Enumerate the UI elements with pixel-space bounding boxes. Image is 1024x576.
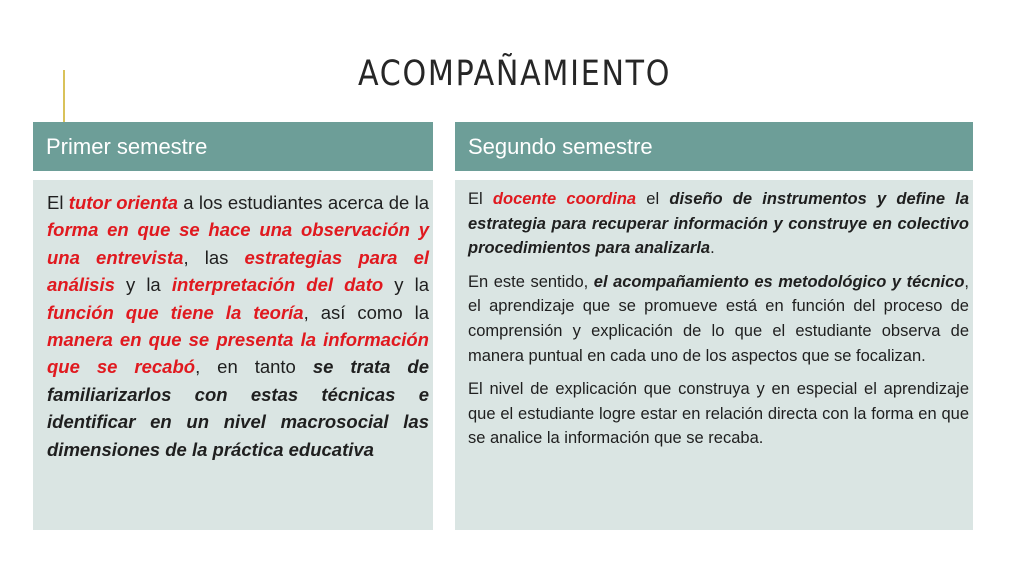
highlight-segment: forma en que se hace una observación y una entrevista bbox=[47, 219, 429, 268]
paragraph-2 bbox=[468, 270, 969, 368]
highlight-segment: estrategias para el análisis bbox=[47, 246, 429, 296]
highlight-segment: manera en que se presenta la información que se recabó bbox=[47, 329, 429, 378]
right-content-box bbox=[455, 180, 973, 530]
text-segment: , las bbox=[183, 246, 245, 268]
text-segment: , así como la bbox=[303, 301, 429, 323]
text-segment: a los estudiantes acerca de la bbox=[177, 192, 430, 213]
paragraph-1 bbox=[468, 187, 969, 261]
accent-line bbox=[63, 70, 65, 122]
text-segment: El bbox=[468, 190, 493, 208]
header-segundo-semestre: Segundo semestre bbox=[455, 122, 973, 171]
emphasis-segment: diseño de instrumentos y define la estrategia para recuperar información y construye en colectivo procedimientos para analizarla bbox=[468, 190, 969, 258]
header-primer-semestre: Primer semestre bbox=[33, 122, 433, 171]
text-segment: y la bbox=[114, 274, 172, 296]
emphasis-segment: se trata de familiarizarlos con estas técnicas e identificar en un nivel macrosocial las dimensiones de la práctica educativa bbox=[47, 356, 429, 460]
emphasis-segment: el acompañamiento es metodológico y técnico bbox=[593, 272, 965, 291]
text-segment: el bbox=[636, 190, 670, 208]
slide-title: ACOMPAÑAMIENTO bbox=[358, 54, 672, 94]
left-content-box bbox=[33, 180, 433, 530]
text-segment: , en tanto bbox=[195, 356, 313, 378]
text-segment: En este sentido, bbox=[468, 272, 594, 291]
text-segment: , el aprendizaje que se promueve está en función del proceso de comprensión y explicación de lo que el estudiante observa de manera puntual en cada uno de los aspectos que se focalizan. bbox=[468, 272, 969, 365]
highlight-segment: tutor orienta bbox=[68, 192, 178, 213]
text-segment: . bbox=[710, 239, 715, 258]
highlight-segment: docente coordina bbox=[492, 190, 637, 208]
text-segment: El bbox=[47, 192, 69, 213]
paragraph-3: El nivel de explicación que construya y en especial el aprendizaje que el estudiante logre estar en relación directa con la forma en que se analice la información que se recaba. bbox=[468, 380, 969, 448]
text-segment: y la bbox=[383, 274, 429, 296]
highlight-segment: función que tiene la teoría bbox=[47, 301, 304, 323]
highlight-segment: interpretación del dato bbox=[171, 274, 384, 296]
